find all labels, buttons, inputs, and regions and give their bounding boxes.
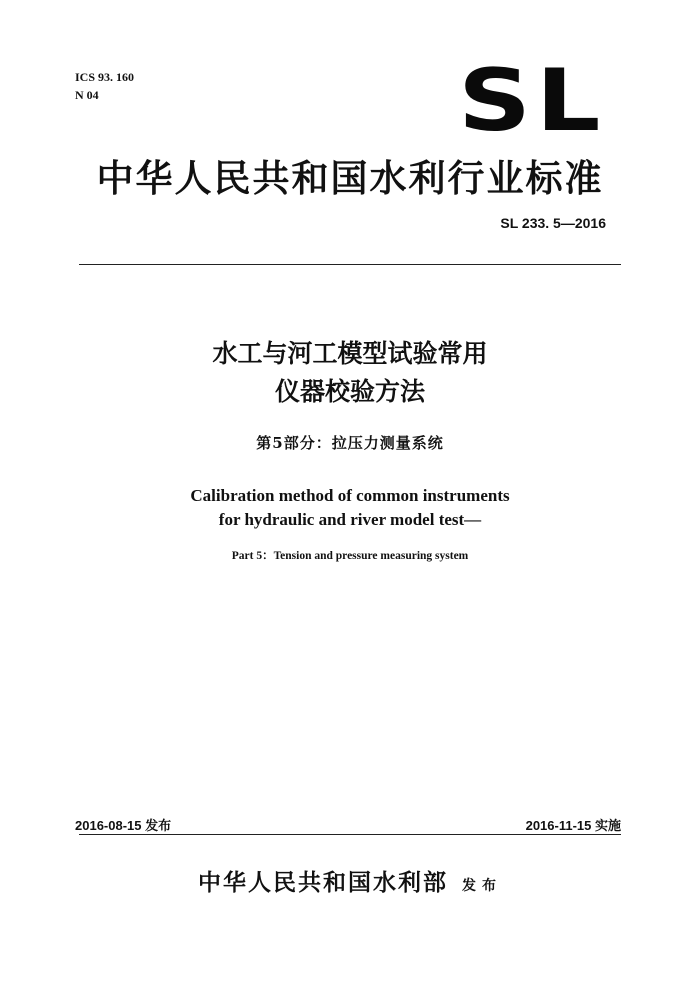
ics-code: ICS 93. 160 bbox=[75, 70, 135, 84]
english-title-line1: Calibration method of common instruments bbox=[190, 486, 510, 505]
publisher-name: 中华人民共和国水利部 bbox=[198, 870, 448, 896]
english-title bbox=[0, 484, 700, 532]
standard-type-title: 中华人民共和国水利行业标准 bbox=[96, 157, 604, 200]
ccs-code: N 04 bbox=[75, 88, 99, 102]
issue-date: 2016-08-15 发布 bbox=[75, 818, 172, 833]
standard-number: SL 233. 5—2016 bbox=[500, 215, 606, 231]
chinese-title bbox=[0, 335, 700, 411]
english-part-title: Part 5：Tension and pressure measuring system bbox=[231, 550, 469, 562]
sl-logo: SL bbox=[458, 51, 606, 151]
english-title-line2: for hydraulic and river model test— bbox=[218, 510, 482, 529]
publisher-line bbox=[0, 864, 700, 897]
classification-codes bbox=[75, 68, 134, 104]
chinese-part-title: 第5部分：拉压力测量系统 bbox=[256, 434, 444, 452]
chinese-title-line1: 水工与河工模型试验常用 bbox=[212, 339, 488, 368]
implementation-date: 2016-11-15 实施 bbox=[525, 818, 621, 833]
bottom-divider bbox=[79, 834, 621, 835]
chinese-title-line2: 仪器校验方法 bbox=[274, 377, 425, 406]
top-divider bbox=[79, 264, 621, 265]
publish-label: 发布 bbox=[462, 878, 502, 894]
